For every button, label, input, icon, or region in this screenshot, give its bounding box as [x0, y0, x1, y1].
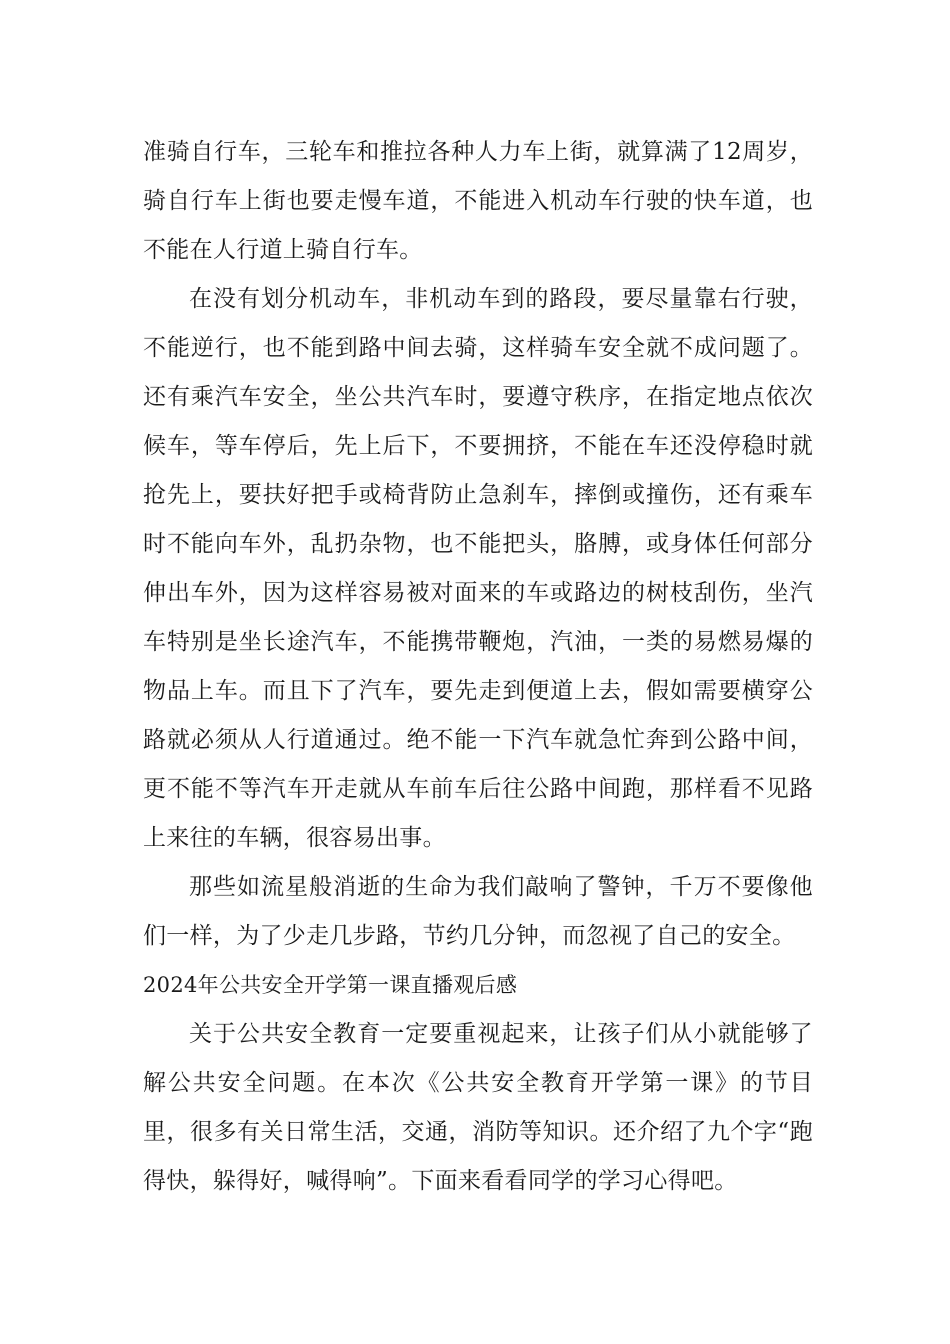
paragraph-warning: 那些如流星般消逝的生命为我们敲响了警钟，千万不要像他们一样，为了少走几步路，节约几分钟，而忽视了自己的安全。 — [143, 874, 813, 949]
document-body — [143, 128, 813, 1206]
paragraph-riding-rules: 准骑自行车，三轮车和推拉各种人力车上街，就算满了12周岁，骑自行车上街也要走慢车道，不能进入机动车行驶的快车道，也不能在人行道上骑自行车。 — [143, 139, 813, 263]
paragraph-road-and-bus-safety: 在没有划分机动车，非机动车到的路段，要尽量靠右行驶，不能逆行，也不能到路中间去骑，这样骑车安全就不成问题了。还有乘汽车安全，坐公共汽车时，要遵守秩序，在指定地点依次候车，等车停后，先上后下，不要拥挤，不能在车还没停稳时就抢先上，要扶好把手或椅背防止急刹车，摔倒或撞伤，还有乘车时不能向车外，乱扔杂物，也不能把头，胳膊，或身体任何部分伸出车外，因为这样容易被对面来的车或路边的树枝刮伤，坐汽车特别是坐长途汽车，不能携带鞭炮，汽油，一类的易燃易爆的物品上车。而且下了汽车，要先走到便道上去，假如需要横穿公路就必须从人行道通过。绝不能一下汽车就急忙奔到公路中间，更不能不等汽车开走就从车前车后往公路中间跑，那样看不见路上来往的车辆，很容易出事。 — [143, 286, 813, 851]
paragraph-public-safety-education: 关于公共安全教育一定要重视起来，让孩子们从小就能够了解公共安全问题。在本次《公共安全教育开学第一课》的节目里，很多有关日常生活，交通，消防等知识。还介绍了九个字“跑得快，躲得好，喊得响”。下面来看看同学的学习心得吧。 — [143, 1021, 813, 1194]
section-title: 2024年公共安全开学第一课直播观后感 — [143, 973, 518, 997]
